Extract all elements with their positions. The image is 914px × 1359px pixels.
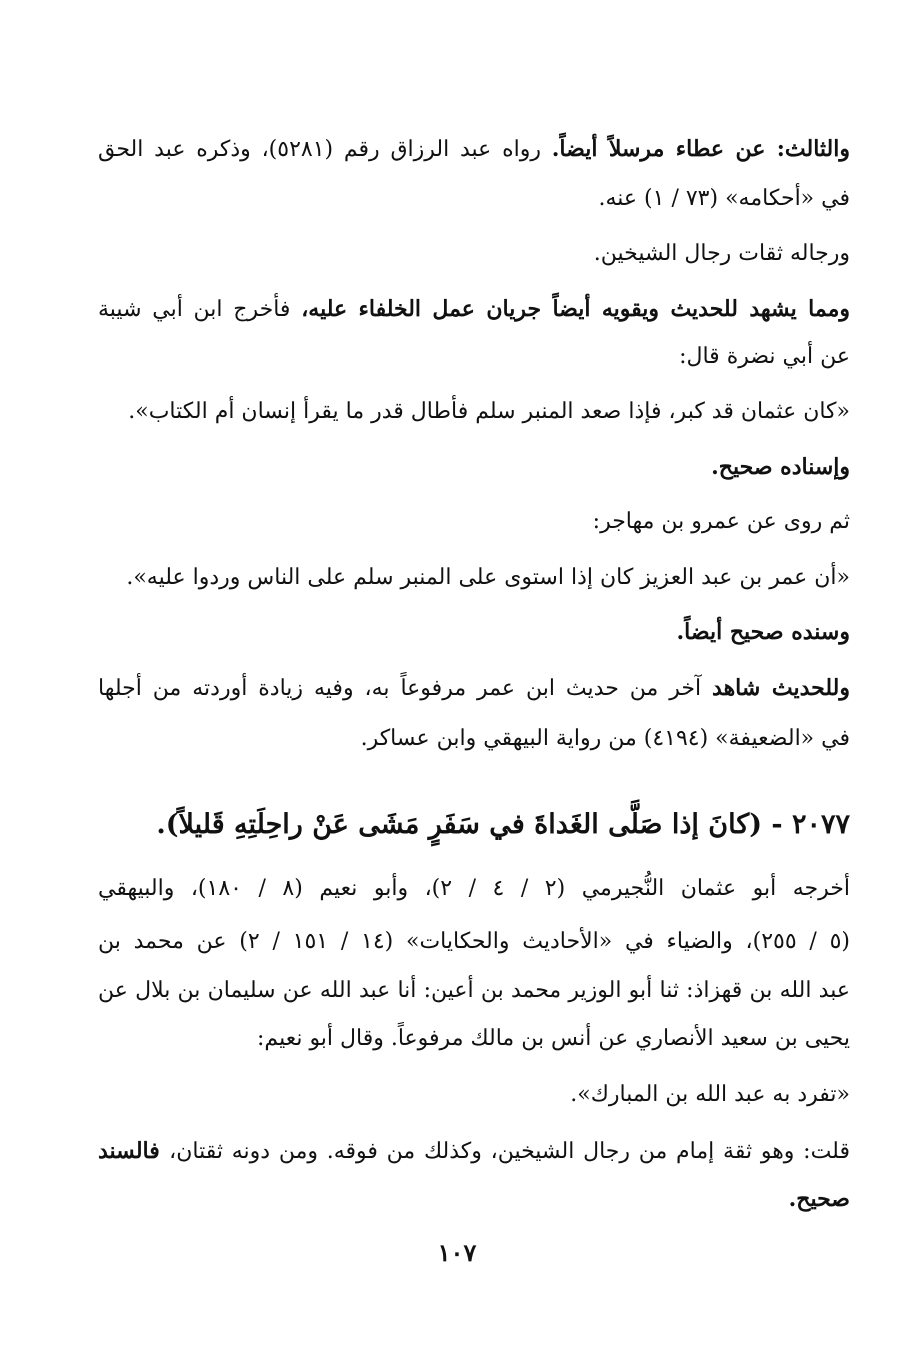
- bold-text: ومما يشهد للحديث ويقويه أيضاً جريان عمل الخلفاء عليه،: [301, 296, 850, 322]
- text-line: [98, 184, 850, 214]
- quoted-text: [98, 563, 850, 593]
- hadith-heading: ٢٠٧٧ - (كانَ إذا صَلَّى الغَداةَ في سَفَرٍ مَشَى عَنْ راحِلَتِهِ قَليلاً).: [156, 809, 850, 840]
- text-line: [98, 134, 850, 165]
- book-page: [98, 0, 850, 1359]
- text-line: [98, 617, 850, 647]
- text-line: [98, 294, 850, 325]
- text-line: [98, 673, 850, 704]
- text-line: [98, 1136, 850, 1167]
- body-text: آخر من حديث ابن عمر مرفوعاً به، وفيه زيادة أوردته من أجلها: [98, 676, 713, 701]
- text-line: أخرجه أبو عثمان النُّجيرمي (٢ / ٤ / ٢)، وأبو نعيم (٨ / ١٨٠)، والبيهقي: [98, 876, 850, 901]
- text-line: [98, 342, 850, 372]
- body-text: «كان عثمان قد كبر، فإذا صعد المنبر سلم فأطال قدر ما يقرأ إنسان أم الكتاب».: [128, 399, 850, 424]
- body-text: فأخرج ابن أبي شيبة: [98, 297, 302, 322]
- text-line: يحيى بن سعيد الأنصاري عن أنس بن مالك مرفوعاً. وقال أبو نعيم:: [257, 1026, 850, 1051]
- text-line: (٥ / ٢٥٥)، والضياء في «الأحاديث والحكايات» (١٤ / ١٥١ / ٢) عن محمد بن: [98, 929, 851, 954]
- text-line: [98, 724, 850, 754]
- body-text: ورجاله ثقات رجال الشيخين.: [593, 241, 850, 266]
- body-text: ثم روى عن عمرو بن مهاجر:: [592, 509, 850, 534]
- bold-text: وللحديث شاهد: [712, 675, 850, 701]
- body-text: عن أبي نضرة قال:: [679, 344, 850, 369]
- body-text: في «أحكامه» (٧٣ / ١) عنه.: [598, 186, 850, 211]
- text-line: [98, 239, 850, 269]
- bold-text: وسنده صحيح أيضاً.: [676, 619, 850, 645]
- body-text: في «الضعيفة» (٤١٩٤) من رواية البيهقي وابن عساكر.: [360, 726, 850, 751]
- text-line: [98, 507, 850, 537]
- text-line: [98, 1184, 850, 1214]
- text-line: [98, 452, 850, 482]
- quoted-text: «تفرد به عبد الله بن المبارك».: [570, 1082, 850, 1107]
- text-line: عبد الله بن قهزاذ: ثنا أبو الوزير محمد بن أعين: أنا عبد الله عن سليمان بن بلال عن: [98, 978, 850, 1003]
- bold-text: صحيح.: [788, 1186, 850, 1212]
- page-number: ١٠٧: [437, 1238, 477, 1267]
- bold-text: والثالث: عن عطاء مرسلاً أيضاً.: [551, 136, 850, 162]
- quoted-text: [98, 397, 850, 427]
- body-text: «أن عمر بن عبد العزيز كان إذا استوى على المنبر سلم على الناس وردوا عليه».: [126, 565, 850, 590]
- bold-text: وإسناده صحيح.: [711, 454, 850, 480]
- body-text: رواه عبد الرزاق رقم (٥٢٨١)، وذكره عبد الحق: [98, 137, 552, 162]
- body-text: قلت: وهو ثقة إمام من رجال الشيخين، وكذلك من فوقه. ومن دونه ثقتان،: [169, 1139, 850, 1164]
- bold-text: فالسند: [98, 1138, 170, 1164]
